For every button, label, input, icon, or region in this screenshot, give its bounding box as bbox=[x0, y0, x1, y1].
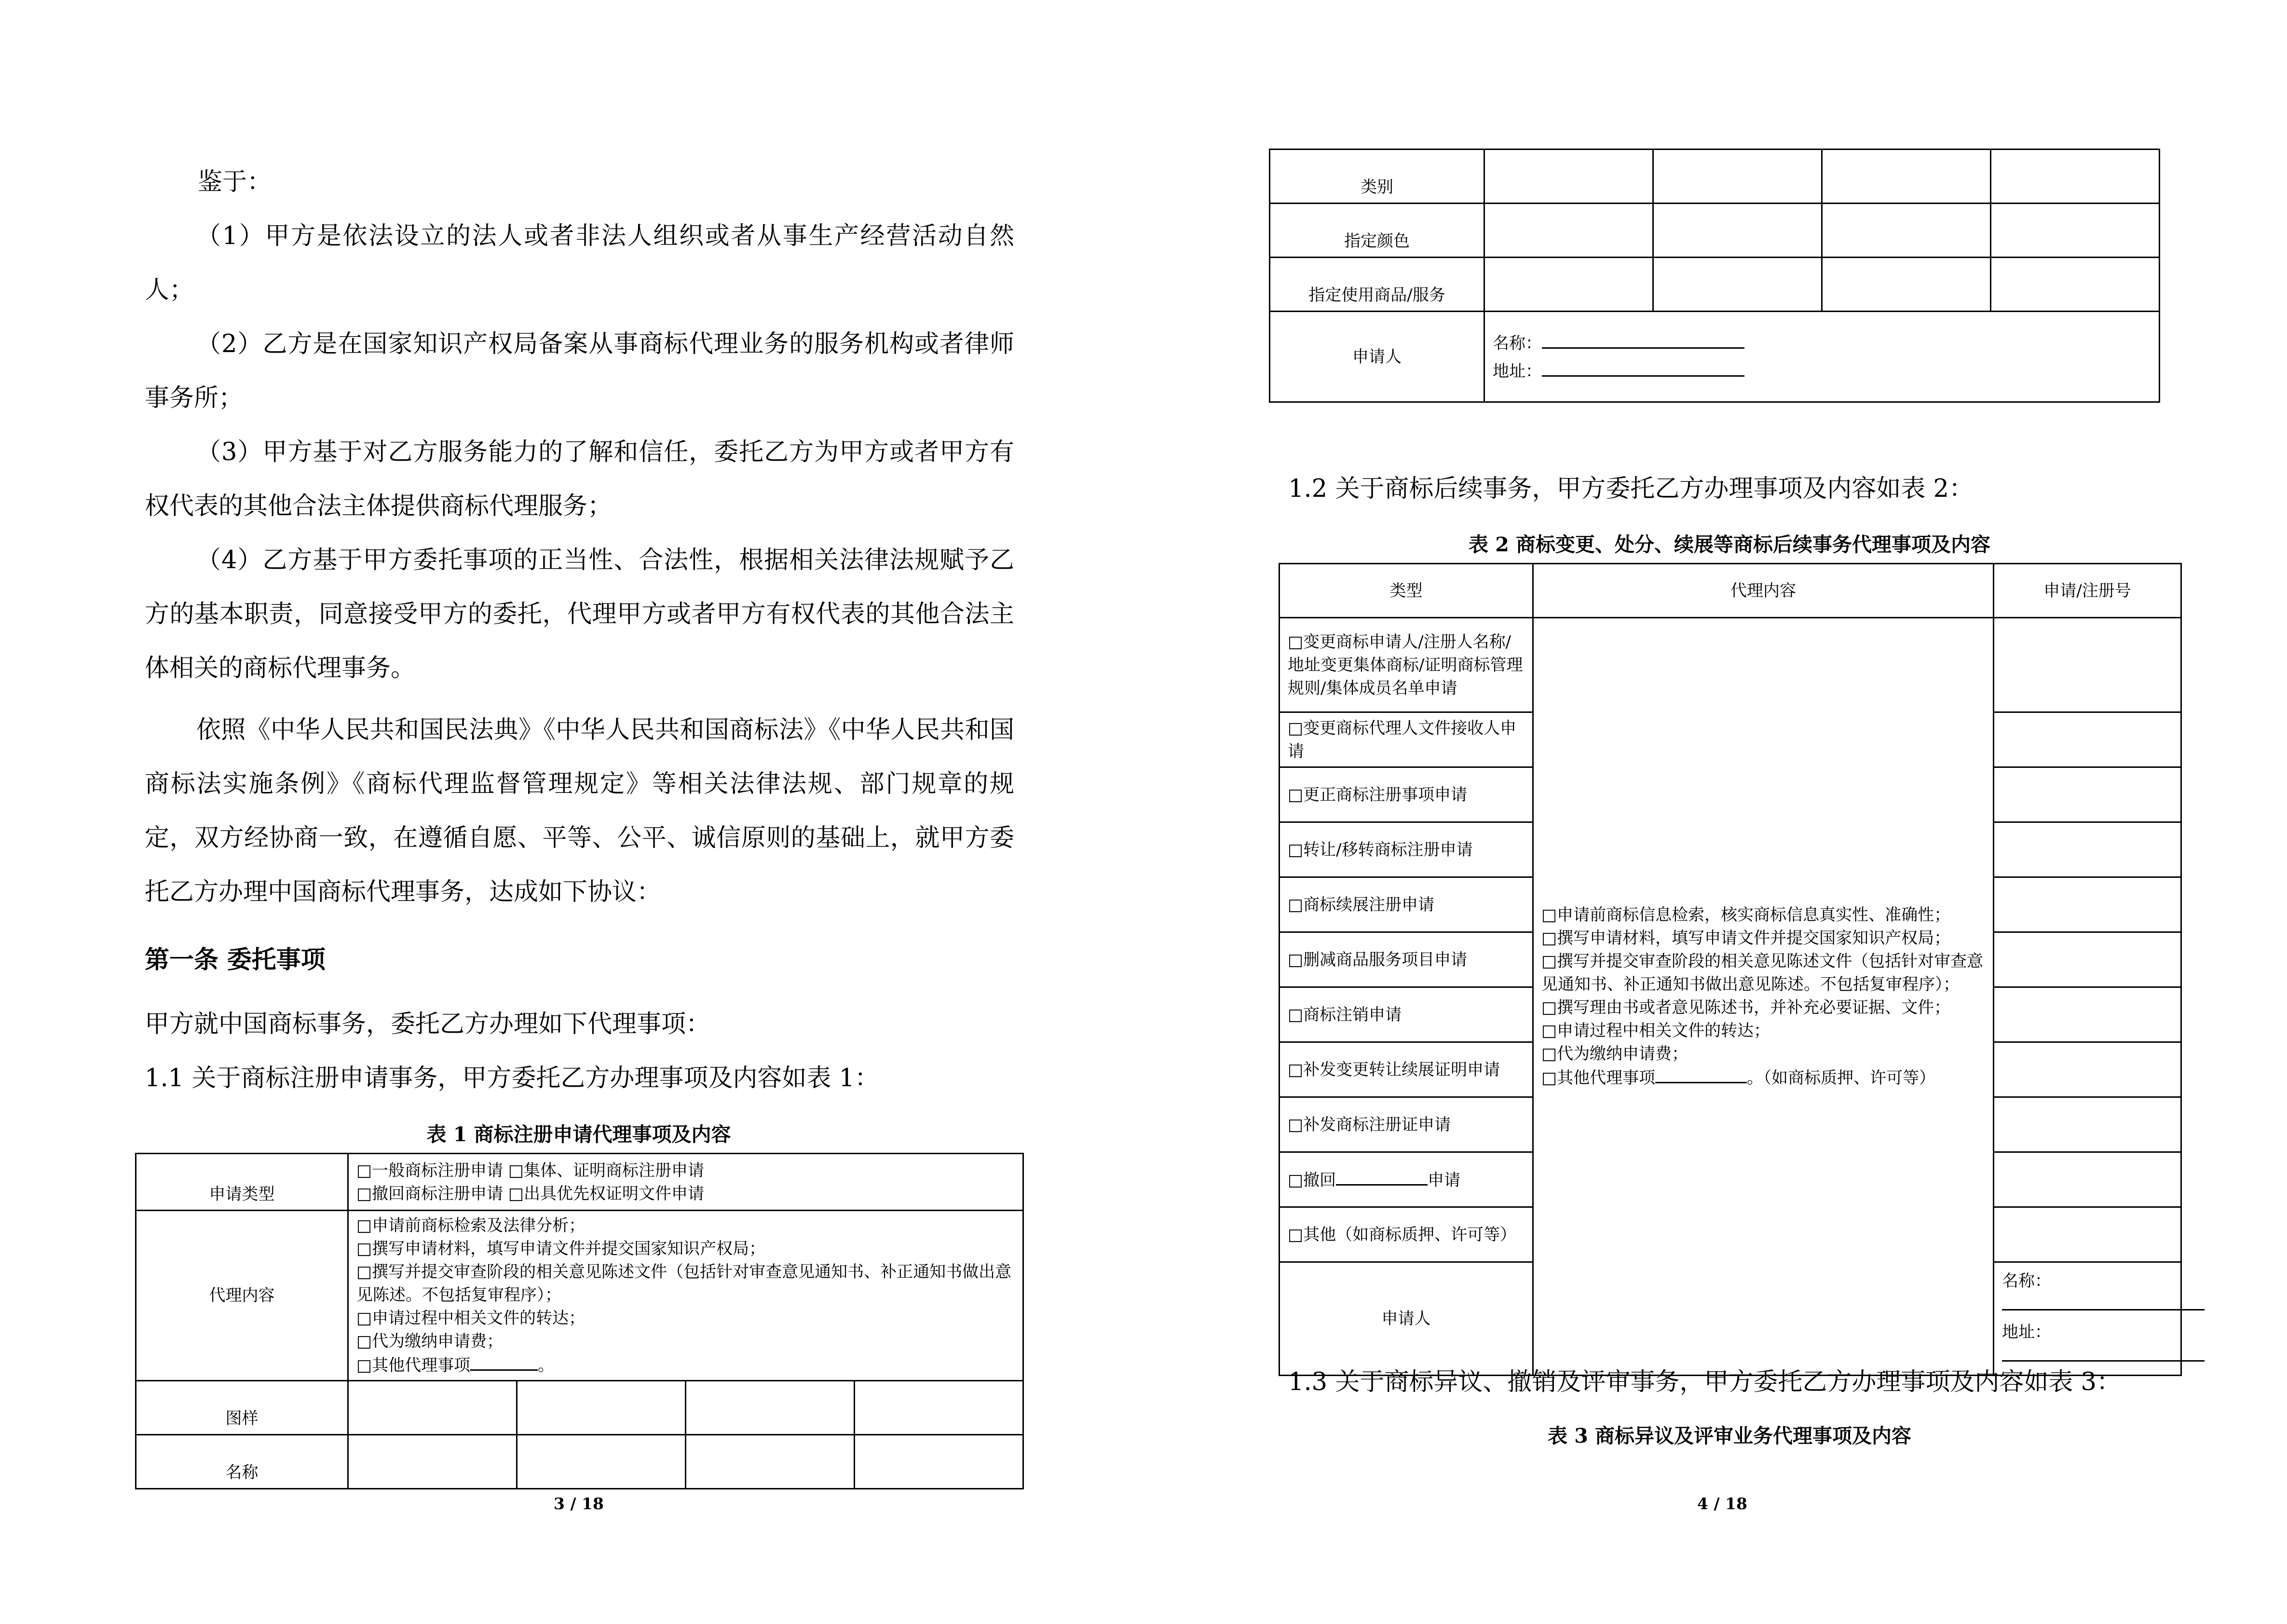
table2-content-line: □撰写理由书或者意见陈述书，并补充必要证据、文件； bbox=[1541, 998, 1951, 1017]
table2-type-option-withdraw[interactable] bbox=[1280, 1152, 1533, 1207]
table2-type-option[interactable]: □转让/移转商标注册申请 bbox=[1280, 822, 1533, 877]
table1-goods-cell[interactable] bbox=[1822, 258, 1991, 312]
table2-number-cell[interactable] bbox=[1994, 822, 2181, 877]
table1-image-cell[interactable] bbox=[686, 1381, 855, 1435]
table1-other-blank[interactable] bbox=[470, 1353, 538, 1371]
article-1-title: 第一条 委托事项 bbox=[145, 945, 326, 974]
table1-goods-cell[interactable] bbox=[1653, 258, 1822, 312]
table2 bbox=[1279, 563, 2182, 1376]
table2-type-option[interactable]: □变更商标申请人/注册人名称/地址变更集体商标/证明商标管理规则/集体成员名单申请 bbox=[1280, 618, 1533, 712]
withdraw-suffix: 申请 bbox=[1428, 1170, 1461, 1190]
table2-number-cell[interactable] bbox=[1994, 767, 2181, 822]
table1-row-class bbox=[1270, 150, 2160, 204]
table1-type-options bbox=[348, 1154, 1023, 1211]
withdraw-prefix: □撤回 bbox=[1288, 1170, 1336, 1190]
section-1-2: 1.2 关于商标后续事务，甲方委托乙方办理事项及内容如表 2： bbox=[1288, 475, 1974, 503]
table2-number-cell[interactable] bbox=[1994, 1042, 2181, 1097]
table1-applicant-address bbox=[1493, 359, 2151, 383]
table1-image-cell[interactable] bbox=[855, 1381, 1023, 1435]
table1-content-line: □撰写并提交审查阶段的相关意见陈述文件（包括针对审查意见通知书、补正通知书做出意见陈述。不包括复审程序）； bbox=[356, 1262, 1012, 1305]
table1-content-line: □申请过程中相关文件的转达； bbox=[356, 1309, 585, 1328]
table2-content-line: □申请过程中相关文件的转达； bbox=[1541, 1021, 1770, 1040]
withdraw-blank[interactable] bbox=[1336, 1168, 1428, 1186]
table1-row-content bbox=[136, 1211, 1023, 1381]
table2-number-cell[interactable] bbox=[1994, 1152, 2181, 1207]
table1-row-name bbox=[136, 1435, 1023, 1489]
name-label: 名称： bbox=[2002, 1271, 2051, 1291]
section-1-3: 1.3 关于商标异议、撤销及评审事务，甲方委托乙方办理事项及内容如表 3： bbox=[1288, 1368, 2121, 1396]
table1-row-type bbox=[136, 1154, 1023, 1211]
table1-continued bbox=[1269, 149, 2160, 403]
table2-content-options bbox=[1533, 618, 1994, 1376]
table2-type-option[interactable]: □补发变更转让续展证明申请 bbox=[1280, 1042, 1533, 1097]
table1-type-line: □一般商标注册申请 □集体、证明商标注册申请 bbox=[356, 1160, 705, 1180]
table1-row-image bbox=[136, 1381, 1023, 1435]
table2-number-cell[interactable] bbox=[1994, 932, 2181, 987]
clause-1: （1）甲方是依法设立的法人或者非法人组织或者从事生产经营活动自然人； bbox=[145, 222, 1014, 304]
table1-other-tail: 。 bbox=[538, 1356, 555, 1375]
intro-label: 鉴于： bbox=[198, 168, 272, 196]
table2-content-line: □代为缴纳申请费； bbox=[1541, 1044, 1688, 1064]
table2-type-option[interactable]: □变更商标代理人文件接收人申请 bbox=[1280, 712, 1533, 767]
table1-content-line-other bbox=[356, 1353, 1015, 1377]
table1-image-label: 图样 bbox=[136, 1381, 348, 1435]
table2-number-cell[interactable] bbox=[1994, 1207, 2181, 1262]
table1-color-cell[interactable] bbox=[1991, 204, 2160, 258]
table1-content-label: 代理内容 bbox=[136, 1211, 348, 1381]
table1-caption: 表 1 商标注册申请代理事项及内容 bbox=[426, 1123, 731, 1146]
table2-header-content: 代理内容 bbox=[1533, 564, 1994, 618]
table2-type-option[interactable]: □其他（如商标质押、许可等） bbox=[1280, 1207, 1533, 1262]
clause-3: （3）甲方基于对乙方服务能力的了解和信任，委托乙方为甲方或者甲方有权代表的其他合法主体提供商标代理服务； bbox=[145, 438, 1014, 520]
address-blank[interactable] bbox=[1542, 359, 1744, 377]
table1-name-cell[interactable] bbox=[686, 1435, 855, 1489]
table2-content-line-other bbox=[1541, 1065, 1985, 1090]
article-1-intro: 甲方就中国商标事务，委托乙方办理如下代理事项： bbox=[145, 1010, 711, 1038]
table2-applicant-name bbox=[2002, 1269, 2173, 1317]
table2-content-line: □撰写申请材料，填写申请文件并提交国家知识产权局； bbox=[1541, 928, 1951, 948]
page-4 bbox=[1144, 0, 2287, 1624]
table1-name-label: 名称 bbox=[136, 1435, 348, 1489]
table1-color-label: 指定颜色 bbox=[1270, 204, 1484, 258]
table1-content-line: □代为缴纳申请费； bbox=[356, 1332, 504, 1351]
table1-name-cell[interactable] bbox=[348, 1435, 517, 1489]
table1-color-cell[interactable] bbox=[1484, 204, 1653, 258]
table2-type-option[interactable]: □补发商标注册证申请 bbox=[1280, 1097, 1533, 1152]
table1-row-applicant bbox=[1270, 312, 2160, 402]
table2-other-label: □其他代理事项 bbox=[1541, 1068, 1656, 1088]
table2-header-type: 类型 bbox=[1280, 564, 1533, 618]
table2-other-blank[interactable] bbox=[1655, 1065, 1747, 1083]
table1-type-label: 申请类型 bbox=[136, 1154, 348, 1211]
table1-image-cell[interactable] bbox=[348, 1381, 517, 1435]
table1-image-cell[interactable] bbox=[517, 1381, 686, 1435]
clause-2: （2）乙方是在国家知识产权局备案从事商标代理业务的服务机构或者律师事务所； bbox=[145, 330, 1014, 412]
table2-number-cell[interactable] bbox=[1994, 712, 2181, 767]
table1-type-line: □撤回商标注册申请 □出具优先权证明文件申请 bbox=[356, 1184, 705, 1203]
table2-type-option[interactable]: □商标注销申请 bbox=[1280, 987, 1533, 1042]
table2-content-line: □申请前商标信息检索，核实商标信息真实性、准确性； bbox=[1541, 905, 1951, 925]
table1-class-cell[interactable] bbox=[1991, 150, 2160, 204]
name-blank[interactable] bbox=[2002, 1293, 2205, 1310]
table1-class-label: 类别 bbox=[1270, 150, 1484, 204]
table1-goods-cell[interactable] bbox=[1991, 258, 2160, 312]
clause-4: （4）乙方基于甲方委托事项的正当性、合法性，根据相关法律法规赋予乙方的基本职责，同意接受甲方的委托，代理甲方或者甲方有权代表的其他合法主体相关的商标代理事务。 bbox=[145, 546, 1014, 682]
table1-content-options bbox=[348, 1211, 1023, 1381]
table1 bbox=[135, 1153, 1024, 1489]
table2-header-row bbox=[1280, 564, 2181, 618]
table1-class-cell[interactable] bbox=[1822, 150, 1991, 204]
address-label: 地址： bbox=[1493, 361, 1542, 381]
legal-basis: 依照《中华人民共和国民法典》《中华人民共和国商标法》《中华人民共和国商标法实施条例》《商标代理监督管理规定》等相关法律法规、部门规章的规定，双方经协商一致，在遵循自愿、平等、公平、诚信原则的基础上，就甲方委托乙方办理中国商标代理事务，达成如下协议： bbox=[145, 716, 1014, 906]
table2-content-line: □撰写并提交审查阶段的相关意见陈述文件（包括针对审查意见通知书、补正通知书做出意见陈述。不包括复审程序）； bbox=[1541, 952, 1984, 994]
table2-applicant-label: 申请人 bbox=[1280, 1262, 1533, 1376]
table2-type-option[interactable]: □更正商标注册事项申请 bbox=[1280, 767, 1533, 822]
table1-goods-label: 指定使用商品/服务 bbox=[1270, 258, 1484, 312]
table2-number-cell[interactable] bbox=[1994, 877, 2181, 932]
table1-applicant-label: 申请人 bbox=[1270, 312, 1484, 402]
table2-other-tail: 。（如商标质押、许可等） bbox=[1747, 1068, 1936, 1088]
name-label: 名称： bbox=[1493, 333, 1542, 353]
table1-class-cell[interactable] bbox=[1653, 150, 1822, 204]
address-label: 地址： bbox=[2002, 1323, 2051, 1342]
table3-caption: 表 3 商标异议及评审业务代理事项及内容 bbox=[1547, 1424, 1912, 1447]
table2-row bbox=[1280, 618, 2181, 712]
page-number: 3 / 18 bbox=[554, 1494, 604, 1513]
page-number: 4 / 18 bbox=[1697, 1494, 1747, 1513]
table2-caption: 表 2 商标变更、处分、续展等商标后续事务代理事项及内容 bbox=[1468, 533, 1991, 556]
table1-row-goods bbox=[1270, 258, 2160, 312]
table2-number-cell[interactable] bbox=[1994, 987, 2181, 1042]
table1-content-line: □申请前商标检索及法律分析； bbox=[356, 1216, 585, 1235]
table2-number-cell[interactable] bbox=[1994, 618, 2181, 712]
section-1-1: 1.1 关于商标注册申请事务，甲方委托乙方办理事项及内容如表 1： bbox=[145, 1064, 879, 1092]
table1-other-label: □其他代理事项 bbox=[356, 1356, 471, 1375]
table1-name-cell[interactable] bbox=[855, 1435, 1023, 1489]
table2-number-cell[interactable] bbox=[1994, 1097, 2181, 1152]
table1-color-cell[interactable] bbox=[1653, 204, 1822, 258]
table1-class-cell[interactable] bbox=[1484, 150, 1653, 204]
table1-applicant-fields bbox=[1484, 312, 2160, 402]
table1-goods-cell[interactable] bbox=[1484, 258, 1653, 312]
table1-color-cell[interactable] bbox=[1822, 204, 1991, 258]
table2-header-number: 申请/注册号 bbox=[1994, 564, 2181, 618]
table2-type-option[interactable]: □商标续展注册申请 bbox=[1280, 877, 1533, 932]
table1-content-line: □撰写申请材料，填写申请文件并提交国家知识产权局； bbox=[356, 1239, 766, 1258]
table2-type-option[interactable]: □删减商品服务项目申请 bbox=[1280, 932, 1533, 987]
name-blank[interactable] bbox=[1542, 331, 1744, 349]
table1-row-color bbox=[1270, 204, 2160, 258]
table1-name-cell[interactable] bbox=[517, 1435, 686, 1489]
table1-applicant-name bbox=[1493, 331, 2151, 355]
